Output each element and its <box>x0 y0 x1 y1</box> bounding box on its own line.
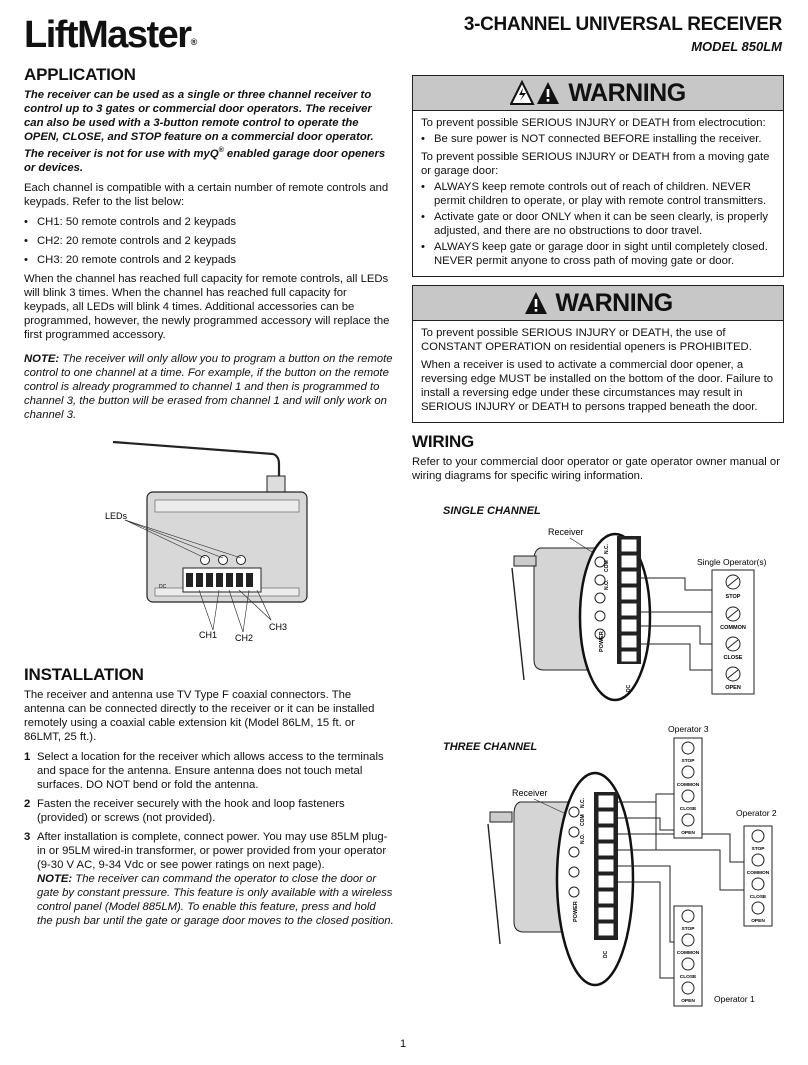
list-item: 1 Select a location for the receiver which allows access to the terminals and space for the antenna. Ensure antenna does not touch metal surfaces. DO NOT bend or fold the antenna. <box>24 751 384 791</box>
svg-text:CLOSE: CLOSE <box>749 895 767 900</box>
terminal-stop: STOP <box>725 594 741 600</box>
brand-logo <box>24 14 196 57</box>
channel-capacity-list <box>24 215 394 267</box>
warning-electric-icon <box>510 80 562 106</box>
single-operator-label: Single Operator(s) <box>697 557 767 567</box>
application-heading: APPLICATION <box>24 65 136 84</box>
svg-text:STOP: STOP <box>751 847 765 852</box>
document-title: 3-CHANNEL UNIVERSAL RECEIVER <box>463 14 782 35</box>
application-note: NOTE: The receiver will only allow you to program a button on the remote control to one channel at a time. For example, if the button on the remote control is already programmed to channel 1 and then is programmed to channel 3, the button will be erased from channel 1 and will only work on channel 3. <box>24 352 393 421</box>
operator1-label: Operator 1 <box>714 994 755 1004</box>
svg-text:COMMON: COMMON <box>676 951 700 956</box>
terminal-open: OPEN <box>725 685 741 691</box>
three-channel-diagram <box>470 722 790 1012</box>
operator2-label: Operator 2 <box>736 808 777 818</box>
model-number: MODEL 850LM <box>691 39 782 54</box>
terminal-common: COMMON <box>720 625 746 631</box>
svg-text:STOP: STOP <box>681 927 695 932</box>
logo-registered-mark: ® <box>190 37 196 47</box>
power-label: POWER <box>599 631 605 652</box>
three-channel-label: THREE CHANNEL <box>443 741 538 753</box>
warning-body: To prevent possible SERIOUS INJURY or DEATH from electrocution: • Be sure power is NOT connected BEFORE installing the receiver. To prevent possible SERIOUS INJURY or DEATH from a moving gate or garage door: • ALWAYS keep remote controls out of reach of children. NEVER permit children to operate, or play with remote control transmitters. • Activate gate or door ONLY when it can be seen clearly, is properly adjusted, and there are no obstructions to door travel. • ALWAYS keep gate or garage door in sight until completely closed. NEVER permit anyone to cross path of moving gate or door. <box>413 111 783 276</box>
svg-text:OPEN: OPEN <box>751 919 765 924</box>
warning-electrocution-box <box>412 75 784 277</box>
warning-body: To prevent possible SERIOUS INJURY or DEATH, the use of CONSTANT OPERATION on residential openers is PROHIBITED. When a receiver is used to activate a commercial door opener, a reversing edge MUST be installed on the bottom of the door. Failure to install a reversing edge under these circumstances may result in SERIOUS INJURY or DEATH to persons trapped beneath the door. <box>421 327 774 413</box>
svg-text:COMMON: COMMON <box>746 871 770 876</box>
wiring-heading: WIRING <box>412 432 475 451</box>
wiring-section <box>412 432 782 489</box>
svg-text:CLOSE: CLOSE <box>679 807 697 812</box>
dc-label: DC <box>626 684 632 692</box>
wiring-intro: Refer to your commercial door operator or gate operator owner manual or wiring diagrams for specific wiring information. <box>412 456 780 482</box>
list-item: • ALWAYS keep gate or garage door in sight until completely closed. NEVER permit anyone to cross path of moving gate or door. <box>421 240 775 268</box>
receiver-label: Receiver <box>548 527 584 537</box>
nc-label: N.C. <box>604 544 610 554</box>
list-item: • CH2: 20 remote controls and 2 keypads <box>24 234 394 248</box>
list-item: • Activate gate or door ONLY when it can be seen clearly, is properly adjusted, and there are no obstructions to door travel. <box>421 210 775 238</box>
application-lead: The receiver can be used as a single or three channel receiver to control up to 3 gates or commercial door operators. The receiver can also be used with a 3-button remote control to operate the OPEN, CLOSE, and STOP feature on a commercial door operator. The receiver is not for use with myQ® enabled garage door openers or devices. <box>24 89 386 174</box>
terminal-close: CLOSE <box>723 655 743 661</box>
svg-text:OPEN: OPEN <box>681 999 695 1004</box>
logo-text: LiftMaster <box>24 14 191 56</box>
dc-label: DC <box>159 584 167 590</box>
svg-text:OPEN: OPEN <box>681 831 695 836</box>
receiver-illustration <box>95 440 325 650</box>
warning-title: WARNING <box>555 288 673 317</box>
installation-heading: INSTALLATION <box>24 665 144 684</box>
capacity-text: When the channel has reached full capacity for remote controls, all LEDs will blink 3 times. When the channel has reached full capacity for keypads, all LEDs will blink 4 times. Additional accessories can be programmed, however, the newly programmed accessory will replace the first programmed accessory. <box>24 272 390 341</box>
list-item: 2 Fasten the receiver securely with the hook and loop fasteners (provided) or screws (not provided). <box>24 798 345 824</box>
warning-header <box>413 286 783 321</box>
application-section <box>24 65 394 428</box>
list-item: • Be sure power is NOT connected BEFORE installing the receiver. <box>421 132 775 146</box>
page-number: 1 <box>400 1038 407 1050</box>
list-item: • CH1: 50 remote controls and 2 keypads <box>24 215 394 229</box>
svg-text:COMMON: COMMON <box>676 783 700 788</box>
receiver-label: Receiver <box>512 788 548 798</box>
warning-constant-operation-box <box>412 285 784 423</box>
ch1-label: CH1 <box>199 630 218 640</box>
svg-text:CLOSE: CLOSE <box>679 975 697 980</box>
warning-triangle-icon <box>523 290 549 316</box>
list-item: • CH3: 20 remote controls and 2 keypads <box>24 253 394 267</box>
nc-label: N.C. <box>580 798 586 808</box>
single-channel-label: SINGLE CHANNEL <box>443 505 541 517</box>
com-label: COM <box>604 560 610 572</box>
application-intro: Each channel is compatible with a certain number of remote controls and keypads. Refer to the list below: <box>24 181 389 208</box>
ch2-label: CH2 <box>235 633 254 643</box>
operator3-label: Operator 3 <box>668 724 709 734</box>
no-label: N.O. <box>580 833 586 844</box>
power-label: POWER <box>573 901 579 922</box>
svg-text:STOP: STOP <box>681 759 695 764</box>
single-channel-diagram <box>500 520 790 705</box>
installation-intro: The receiver and antenna use TV Type F coaxial connectors. The antenna can be connected directly to the receiver or it can be installed remotely using a coaxial cable extension kit (Model 86LM, 15 ft. or 86LMT, 25 ft.). <box>24 689 375 743</box>
ch3-label: CH3 <box>269 622 288 632</box>
com-label: COM <box>580 814 586 826</box>
list-item: 3 After installation is complete, connect power. You may use 85LM plug-in or 95LM wired-in transformer, or power provided from your operator (9-30 V AC, 9-34 Vdc or see power ratings on next page). NOTE: The receiver can command the operator to close the door or gate by constant pressure. This feature is only available with a wireless control panel (Model 885LM). To enable this feature, press and hold the push bar until the gate or garage door moves to the closed position. <box>24 831 394 927</box>
leds-label: LEDs <box>105 511 128 521</box>
no-label: N.O. <box>604 579 610 590</box>
dc-label: DC <box>603 950 609 958</box>
warning-header <box>413 76 783 111</box>
installation-section <box>24 665 394 933</box>
warning-title: WARNING <box>568 78 686 107</box>
installation-note: NOTE: The receiver can command the operator to close the door or gate by constant pressure. This feature is only available with a wireless control panel (Model 885LM). To enable this feature, press and hold the push bar until the gate or garage door moves to the closed position. <box>37 873 394 927</box>
installation-steps <box>24 750 394 928</box>
list-item: • ALWAYS keep remote controls out of reach of children. NEVER permit children to operate, or play with remote control transmitters. <box>421 180 775 208</box>
